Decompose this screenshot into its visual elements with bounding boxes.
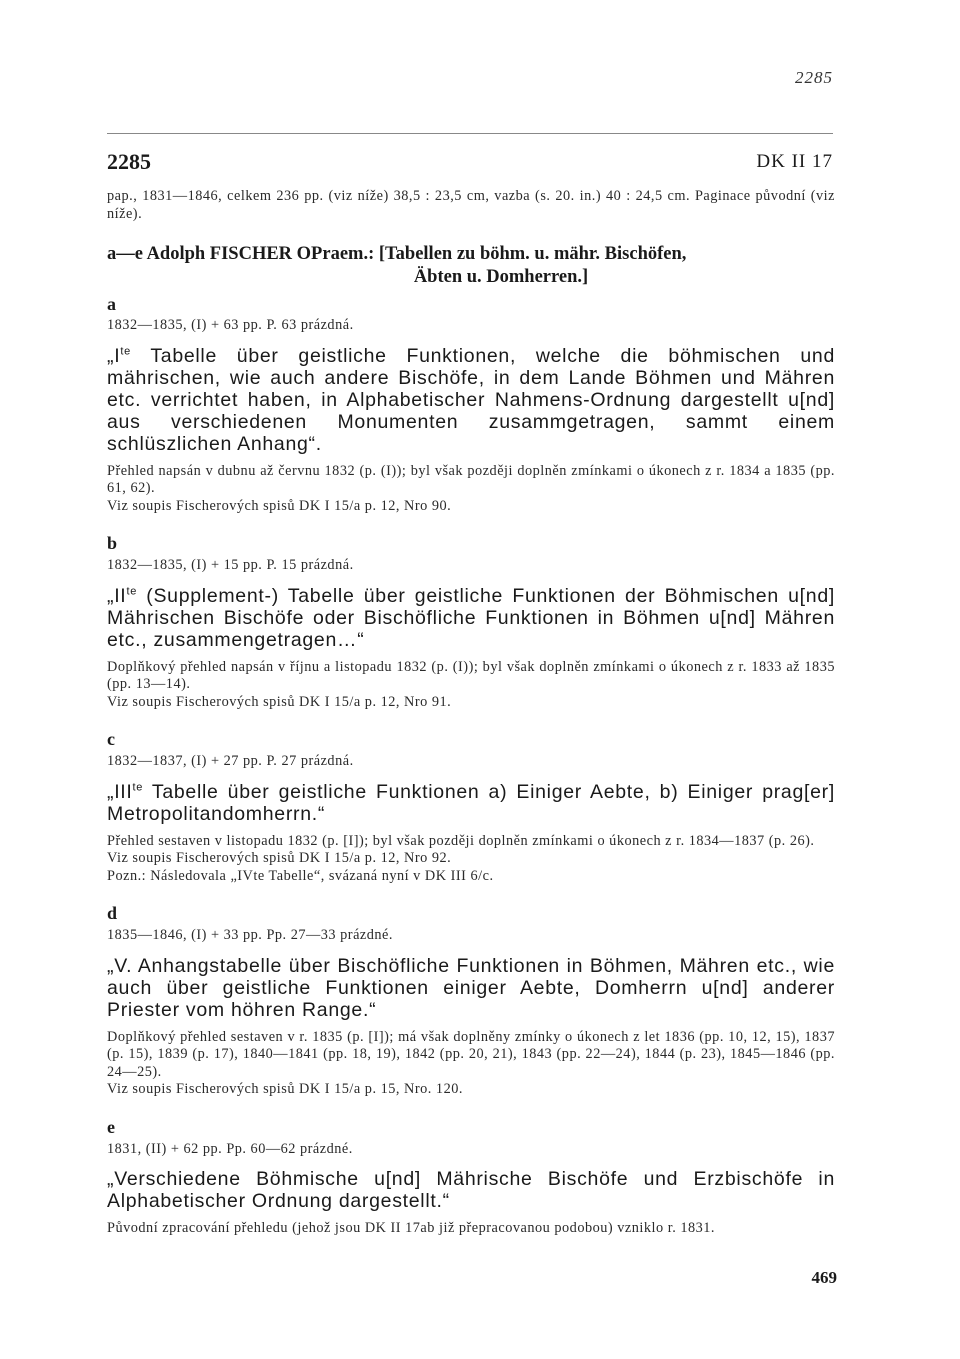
- section-letter: b: [107, 533, 118, 553]
- section-note: Viz soupis Fischerových spisů DK I 15/a p. 12, Nro 91.: [107, 693, 452, 710]
- section-note: Viz soupis Fischerových spisů DK I 15/a p. 15, Nro. 120.: [107, 1081, 463, 1097]
- section-c: [107, 729, 835, 885]
- shelfmark: DK II 17: [756, 151, 833, 172]
- title-line-1: [107, 243, 835, 266]
- header-rule: [107, 133, 833, 134]
- section-quote: $„I^{te}$ Tabelle über geistliche Funktionen, welche die böhmischen und mährischen, wie auch andere Bischöfe, in dem Lande Böhmen und Mähren etc. verrichtet haben, in Alphabetischer Nahmens-Ordnung dargestellt u[nd] aus verschiedenen Monumenten zusammgetragen, sammt einem schlüszlichen Anhang“.: [107, 344, 835, 455]
- section-e: [107, 1117, 835, 1238]
- page-number: 469: [811, 1268, 837, 1287]
- section-quote: $„III^{te}$ Tabelle über geistliche Funktionen a) Einiger Aebte, b) Einiger prag[er] Metropolitandomherrn.“: [107, 780, 835, 825]
- title-line-2: Äbten u. Domherren.]: [413, 267, 589, 287]
- section-quote: $„II^{te}$ (Supplement-) Tabelle über geistliche Funktionen der Böhmischen u[nd] Mährischen Bischöfe oder Bischöfliche Funktionen in Böhmen u[nd] Mähren etc., zusammengetragen…“: [107, 584, 835, 651]
- physical-description: pap., 1831—1846, celkem 236 pp. (viz níže) 38,5 : 23,5 cm, vazba (s. 20. in.) 40 : 24,5 cm. Paginace původní (viz níže).: [107, 188, 835, 222]
- section-b: [107, 533, 835, 711]
- entry-header: [107, 149, 833, 179]
- section-pages: 1832—1837, (I) + 27 pp. P. 27 prázdná.: [107, 753, 354, 769]
- section-note: Pozn.: Následovala „IVte Tabelle“, svázaná nyní v DK III 6/c.: [107, 867, 494, 884]
- section-d: [107, 903, 835, 1099]
- section-letter: c: [107, 729, 115, 749]
- entry-title: [107, 243, 835, 288]
- section-quote: „Verschiedene Böhmische u[nd] Mährische Bischöfe und Erzbischöfe in Alphabetischer Ordnung dargestellt.“: [107, 1168, 835, 1212]
- section-letter: a: [107, 294, 116, 314]
- running-head: 2285: [795, 68, 833, 87]
- section-note: Viz soupis Fischerových spisů DK I 15/a p. 12, Nro 92.: [107, 850, 452, 866]
- title-text-1: [Tabellen zu böhm. u. mähr. Bischöfen,: [378, 244, 687, 264]
- section-pages: 1832—1835, (I) + 63 pp. P. 63 prázdná.: [107, 317, 354, 333]
- entry-body: [107, 188, 835, 1238]
- section-quote: „V. Anhangstabelle über Bischöfliche Funktionen in Böhmen, Mähren etc., wie auch über geistliche Funktionen einiger Aebte, Domherrn u[nd] anderer Priester vom höhren Range.“: [107, 954, 835, 1021]
- section-note: Doplňkový přehled napsán v říjnu a listopadu 1832 (p. (I)); byl však doplněn zmínkami o úkonech z r. 1833 až 1835 (pp. 13—14).: [107, 658, 835, 692]
- section-note: Doplňkový přehled sestaven v r. 1835 (p. [I]); má však doplněny zmínky o úkonech z let 1836 (pp. 10, 12, 15), 1837 (p. 15), 1839 (p. 17), 1840—1841 (pp. 18, 19), 1842 (pp. 20, 21), 1843 (pp. 22—24), 1844 (p. 23), 1845—1846 (pp. 24—25).: [107, 1028, 835, 1080]
- entry-number: 2285: [107, 149, 151, 174]
- section-note: Přehled sestaven v listopadu 1832 (p. [I]); byl však později doplněn zmínkami o úkonech z r. 1834—1837 (p. 26).: [107, 832, 815, 849]
- section-pages: 1832—1835, (I) + 15 pp. P. 15 prázdná.: [107, 557, 354, 573]
- section-note: Přehled napsán v dubnu až červnu 1832 (p. (I)); byl však později doplněn zmínkami o úkonech z r. 1834 a 1835 (pp. 61, 62).: [107, 462, 835, 496]
- section-a: [107, 294, 835, 515]
- section-note: Původní zpracování přehledu (jehož jsou DK II 17ab již přepracovanou podobou) vzniklo r. 1831.: [107, 1220, 716, 1236]
- section-note: Viz soupis Fischerových spisů DK I 15/a p. 12, Nro 90.: [107, 497, 452, 514]
- section-letter: d: [107, 903, 118, 923]
- section-letter: e: [107, 1116, 115, 1137]
- section-pages: 1831, (II) + 62 pp. Pp. 60—62 prázdné.: [107, 1140, 353, 1157]
- section-pages: 1835—1846, (I) + 33 pp. Pp. 27—33 prázdné.: [107, 927, 393, 943]
- title-prefix: a—e Adolph FISCHER OPraem.:: [107, 244, 375, 264]
